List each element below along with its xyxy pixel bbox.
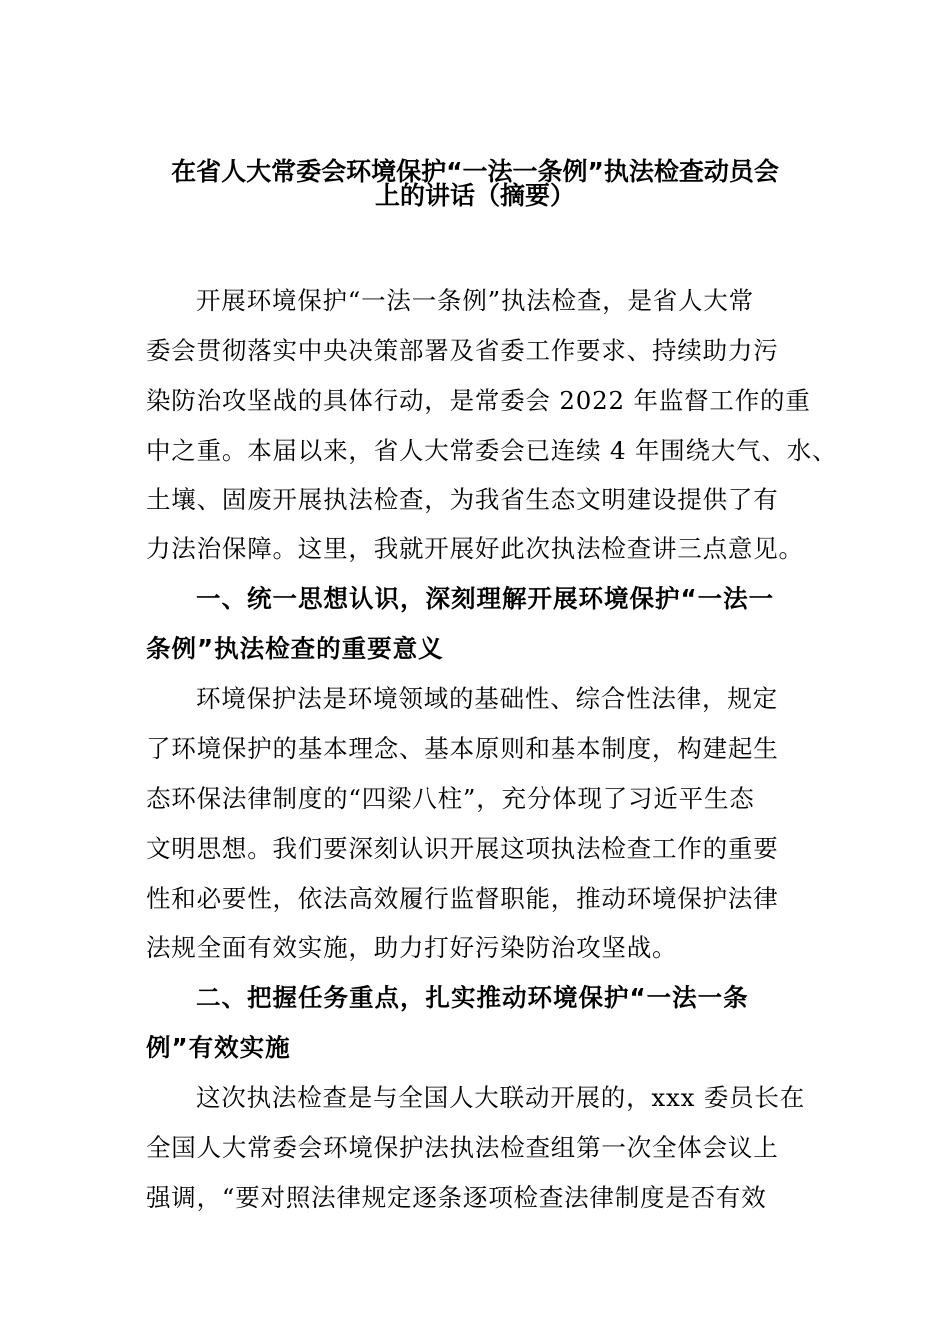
document-title-line-1: 在省人大常委会环境保护“一法一条例”执法检查动员会 xyxy=(171,157,779,186)
intro-paragraph-line: 开展环境保护“一法一条例”执法检查，是省人大常 xyxy=(196,286,754,315)
intro-paragraph-line: 力法治保障。这里，我就开展好此次执法检查讲三点意见。 xyxy=(146,534,804,563)
intro-paragraph-line: 土壤、固废开展执法检查，为我省生态文明建设提供了有 xyxy=(146,485,779,514)
section-2-body-line: 强调，“要对照法律规定逐条逐项检查法律制度是否有效 xyxy=(146,1183,767,1212)
section-2-body-line: 这次执法检查是与全国人大联动开展的，xxx 委员长在 xyxy=(196,1083,806,1112)
section-1-heading-line: 条例”执法检查的重要意义 xyxy=(146,634,444,663)
section-1-body-line: 文明思想。我们要深刻认识开展这项执法检查工作的重要 xyxy=(146,834,779,863)
document-title-line-2: 上的讲话（摘要） xyxy=(374,181,575,210)
intro-paragraph-line: 委会贯彻落实中央决策部署及省委工作要求、持续助力污 xyxy=(146,336,779,365)
intro-paragraph-line: 中之重。本届以来，省人大常委会已连续 4 年围绕大气、水、 xyxy=(146,436,838,465)
section-1-body-line: 了环境保护的基本理念、基本原则和基本制度，构建起生 xyxy=(146,734,779,763)
intro-paragraph-line: 染防治攻坚战的具体行动，是常委会 2022 年监督工作的重 xyxy=(146,386,811,415)
section-2-body-line: 全国人大常委会环境保护法执法检查组第一次全体会议上 xyxy=(146,1133,779,1162)
section-1-body-line: 态环保法律制度的“四梁八柱”，充分体现了习近平生态 xyxy=(146,784,755,813)
section-2-heading-line: 例”有效实施 xyxy=(146,1033,291,1062)
section-1-heading-line: 一、统一思想认识，深刻理解开展环境保护“一法一 xyxy=(196,584,775,613)
section-2-heading-line: 二、把握任务重点，扎实推动环境保护“一法一条 xyxy=(196,983,749,1012)
section-1-body-line: 性和必要性，依法高效履行监督职能，推动环境保护法律 xyxy=(146,884,779,913)
section-1-body-line: 法规全面有效实施，助力打好污染防治攻坚战。 xyxy=(146,933,678,962)
section-1-body-line: 环境保护法是环境领域的基础性、综合性法律，规定 xyxy=(196,684,778,713)
